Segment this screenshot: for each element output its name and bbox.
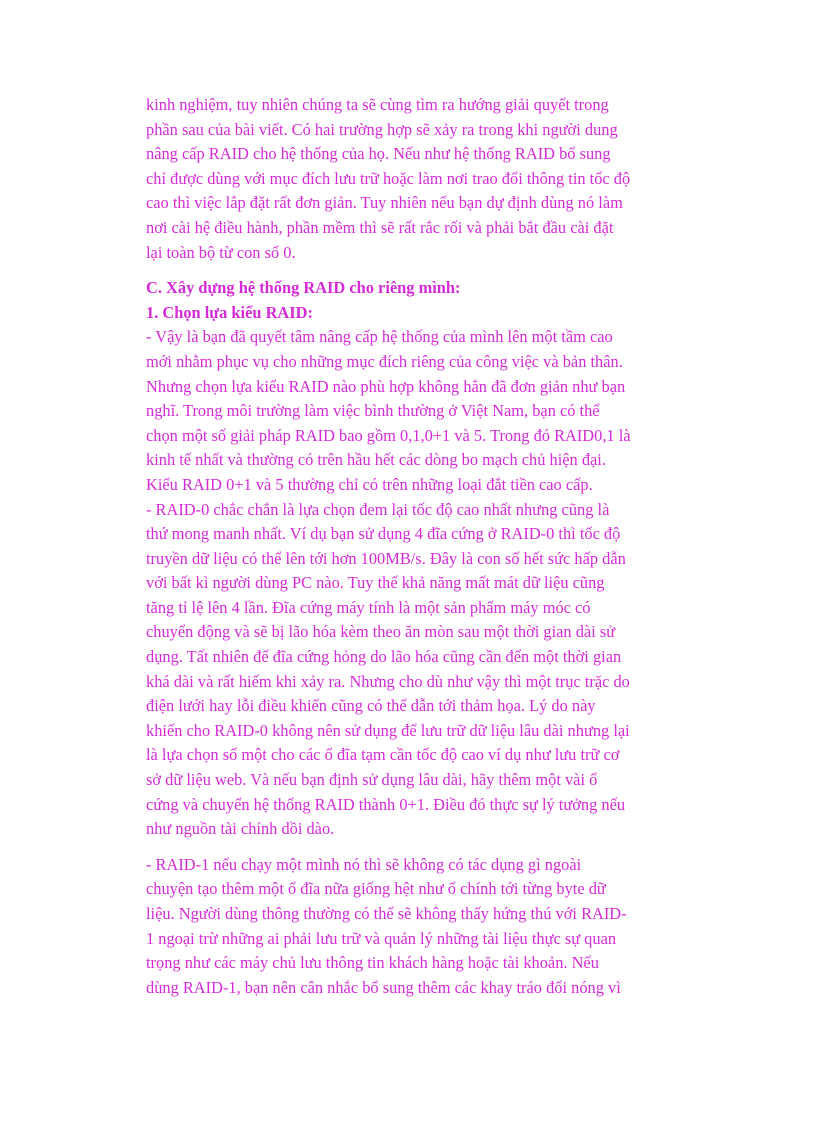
text-line: nghĩ. Trong môi trường làm việc bình thường ở Việt Nam, bạn có thể — [146, 401, 600, 421]
text-line: lại toàn bộ từ con số 0. — [146, 242, 296, 262]
text-line: kinh nghiệm, tuy nhiên chúng ta sẽ cùng tìm ra hướng giải quyết trong — [146, 95, 609, 114]
text-line: Kiểu RAID 0+1 và 5 thường chỉ có trên những loại đắt tiền cao cấp. — [146, 474, 593, 494]
text-line: 1 ngoại trừ những ai phải lưu trữ và quản lý những tài liệu thực sự quan — [146, 928, 617, 948]
text-line: liệu. Người dùng thông thường có thể sẽ không thấy hứng thú với RAID- — [146, 904, 627, 923]
text-line: là lựa chọn số một cho các ổ đĩa tạm cần tốc độ cao ví dụ như lưu trữ cơ — [146, 745, 620, 765]
text-line: chỉ được dùng với mục đích lưu trữ hoặc làm nơi trao đổi thông tin tốc độ — [146, 168, 631, 188]
text-line: khiến cho RAID-0 không nên sử dụng để lưu trữ dữ liệu lâu dài nhưng lại — [146, 720, 630, 740]
text-line: sở dữ liệu web. Và nếu bạn định sử dụng lâu dài, hãy thêm một vài ổ — [146, 770, 598, 790]
text-line: với bất kì người dùng PC nào. Tuy thế khả năng mất mát dữ liệu cũng — [146, 573, 605, 593]
text-line: trọng như các máy chủ lưu thông tin khách hàng hoặc tài khoản. Nếu — [146, 953, 599, 973]
text-line: điện lưới hay lỗi điều khiển cũng có thể dẫn tới thảm họa. Lý do này — [146, 696, 596, 716]
document-page — [146, 93, 676, 1000]
text-line: dụng. Tất nhiên để đĩa cứng hỏng do lão hóa cũng cần đến một thời gian — [146, 647, 622, 667]
subsection-heading: 1. Chọn lựa kiểu RAID: — [146, 302, 313, 322]
text-line: khá dài và rất hiếm khi xảy ra. Nhưng cho dù như vậy thì một trục trặc do — [146, 671, 630, 691]
text-line: như nguồn tài chính dồi dào. — [146, 819, 335, 839]
text-line: - RAID-1 nếu chạy một mình nó thì sẽ không có tác dụng gì ngoài — [146, 854, 582, 874]
text-line: nâng cấp RAID cho hệ thống của họ. Nếu như hệ thống RAID bổ sung — [146, 144, 611, 164]
raid1-paragraph — [146, 853, 676, 1001]
text-line: dùng RAID-1, bạn nên cân nhắc bổ sung thêm các khay tráo đổi nóng vì — [146, 977, 621, 997]
text-line: cao thì việc lắp đặt rất đơn giản. Tuy nhiên nếu bạn dự định dùng nó làm — [146, 193, 623, 213]
text-line: cứng và chuyển hệ thống RAID thành 0+1. Điều đó thực sự lý tưởng nếu — [146, 794, 626, 814]
text-line: kinh tế nhất và thường có trên hầu hết các dòng bo mạch chủ hiện đại. — [146, 450, 606, 470]
text-line: thứ mong manh nhất. Ví dụ bạn sử dụng 4 đĩa cứng ở RAID-0 thì tốc độ — [146, 524, 621, 544]
text-line: chuyển động và sẽ bị lão hóa kèm theo ăn mòn sau một thời gian dài sử — [146, 622, 616, 642]
section-heading: C. Xây dựng hệ thống RAID cho riêng mình: — [146, 278, 461, 298]
text-line: truyền dữ liệu có thể lên tới hơn 100MB/s. Đây là con số hết sức hấp dẫn — [146, 548, 626, 568]
text-line: tăng tỉ lệ lên 4 lần. Đĩa cứng máy tính là một sản phẩm máy móc có — [146, 597, 591, 617]
paragraph-gap — [146, 842, 676, 853]
text-line: - RAID-0 chắc chắn là lựa chọn đem lại tốc độ cao nhất nhưng cũng là — [146, 499, 610, 519]
text-line: phần sau của bài viết. Có hai trường hợp sẽ xảy ra trong khi người dung — [146, 119, 618, 139]
text-line: chọn một số giải pháp RAID bao gồm 0,1,0+1 và 5. Trong đó RAID0,1 là — [146, 425, 631, 445]
text-line: mới nhằm phục vụ cho những mục đích riêng của công việc và bản thân. — [146, 351, 623, 371]
text-line: chuyện tạo thêm một ổ đĩa nữa giống hệt như ổ chính tới từng byte dữ — [146, 879, 606, 899]
intro-paragraph — [146, 93, 676, 265]
text-line: - Vậy là bạn đã quyết tâm nâng cấp hệ thống của mình lên một tầm cao — [146, 327, 613, 347]
text-line: nơi cài hệ điều hành, phần mềm thì sẽ rất rắc rối và phải bắt đầu cài đặt — [146, 217, 614, 237]
paragraph-gap — [146, 265, 676, 276]
text-line: Nhưng chọn lựa kiểu RAID nào phù hợp không hẳn đã đơn giản như bạn — [146, 376, 626, 396]
section-body-paragraph — [146, 325, 676, 841]
